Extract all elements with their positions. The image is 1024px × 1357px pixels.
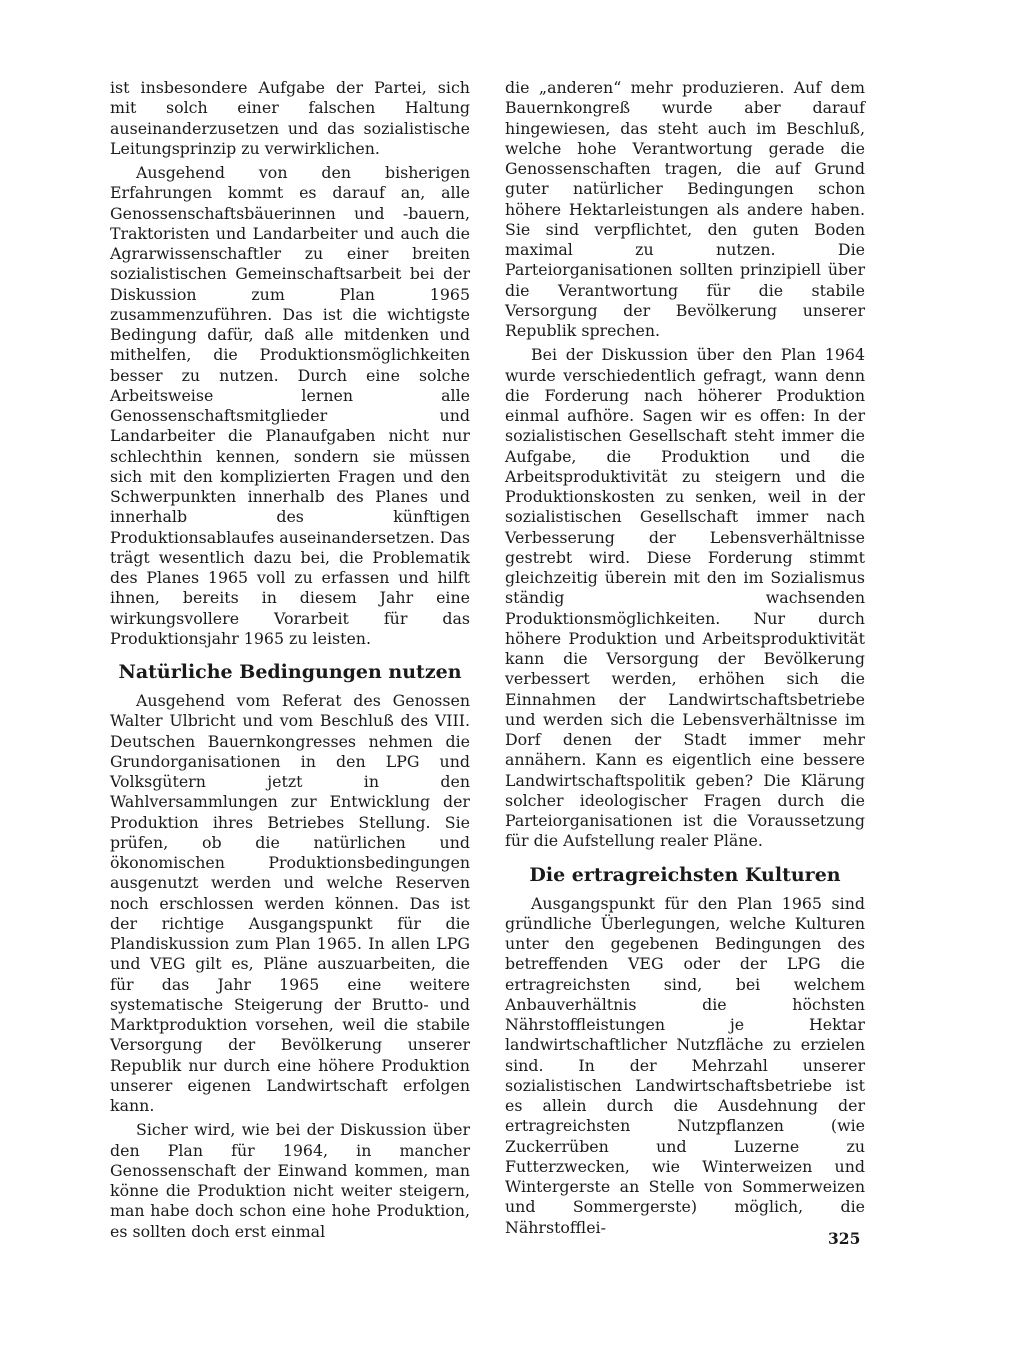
paragraph: Ausgehend vom Referat des Genossen Walter Ulbricht und vom Beschluß des VIII. Deutschen Bauernkongresses nehmen die Grundorganisationen in den LPG und Volksgütern jetzt in den Wahlversammlungen zur Entwicklung der Produktion ihres Betriebes Stellung. Sie prüfen, ob die natürlichen und ökonomischen Produktionsbedingungen ausgenutzt werden und welche Reserven noch erschlossen werden können. Das ist der richtige Ausgangspunkt für die Plandiskussion zum Plan 1965. In allen LPG und VEG gilt es, Pläne auszuarbeiten, die für das Jahr 1965 eine weitere systematische Steigerung der Brutto- und Marktproduktion vorsehen, weil die stabile Versorgung der Bevölkerung unserer Republik nur durch eine höhere Produktion unserer eigenen Landwirtschaft erfolgen kann.	[110, 691, 470, 1115]
section-heading: Die ertragreichsten Kulturen	[529, 863, 841, 886]
paragraph: die „anderen“ mehr produzieren. Auf dem Bauernkongreß wurde aber darauf hingewiesen, das steht auch im Beschluß, welche hohe Verantwortung gerade die Genossenschaften tragen, die auf Grund guter natürlicher Bedingungen schon höhere Hektarleistungen als andere haben. Sie sind verpflichtet, den guten Boden maximal zu nutzen. Die Parteiorganisationen sollten prinzipiell über die Verantwortung für die stabile Versorgung der Bevölkerung unserer Republik sprechen.	[505, 78, 865, 340]
paragraph: Ausgehend von den bisherigen Erfahrungen kommt es darauf an, alle Genossenschaftsbäuerinnen und -bauern, Traktoristen und Landarbeiter und auch die Agrarwissenschaftler zu einer breiten sozialistischen Gemeinschaftsarbeit bei der Diskussion zum Plan 1965 zusammenzuführen. Das ist die wichtigste Bedingung dafür, daß alle mitdenken und mithelfen, die Produktionsmöglichkeiten besser zu nutzen. Durch eine solche Arbeitsweise lernen alle Genossenschaftsmitglieder und Landarbeiter die Planaufgaben nicht nur schlechthin kennen, sondern sie müssen sich mit den komplizierten Fragen und den Schwerpunkten innerhalb des Planes und innerhalb des künftigen Produktionsablaufes auseinandersetzen. Das trägt wesentlich dazu bei, die Problematik des Planes 1965 voll zu erfassen und hilft ihnen, bereits in diesem Jahr eine wirkungsvollere Vorarbeit für das Produktionsjahr 1965 zu leisten.	[110, 163, 470, 648]
left-column	[110, 78, 470, 1246]
paragraph: Sicher wird, wie bei der Diskussion über den Plan für 1964, in mancher Genossenschaft der Einwand kommen, man könne die Produktion nicht weiter steigern, man habe doch schon eine hohe Produktion, es sollten doch erst einmal	[110, 1120, 470, 1241]
section-heading: Natürliche Bedingungen nutzen	[118, 661, 462, 683]
paragraph: Ausgangspunkt für den Plan 1965 sind gründliche Überlegungen, welche Kulturen unter den gegebenen Bedingungen des betreffenden VEG oder der LPG die ertragreichsten sind, bei welchem Anbauverhältnis die höchsten Nährstoffleistungen je Hektar landwirtschaftlicher Nutzfläche zu erzielen sind. In der Mehrzahl unserer sozialistischen Landwirtschaftsbetriebe ist es allein durch die Ausdehnung der ertragreichsten Nutzpflanzen (wie Zuckerrüben und Luzerne zu Futterzwecken, wie Winterweizen und Wintergerste an Stelle von Sommerweizen und Sommergerste) möglich, die Nährstofflei-	[505, 893, 865, 1237]
paragraph: ist insbesondere Aufgabe der Partei, sich mit solch einer falschen Haltung auseinanderzusetzen und das sozialistische Leitungsprinzip zu verwirklichen.	[110, 78, 470, 158]
page-number: 325	[828, 1229, 861, 1248]
paragraph: Bei der Diskussion über den Plan 1964 wurde verschiedentlich gefragt, wann denn die Forderung nach höherer Produktion einmal aufhöre. Sagen wir es offen: In der sozialistischen Gesellschaft steht immer die Aufgabe, die Produktion und die Arbeitsproduktivität zu steigern und die Produktionskosten zu senken, weil in der sozialistischen Gesellschaft immer nach Verbesserung der Lebensverhältnisse gestrebt wird. Diese Forderung stimmt gleichzeitig überein mit den im Sozialismus ständig wachsenden Produktionsmöglichkeiten. Nur durch höhere Produktion und Arbeitsproduktivität kann die Versorgung der Bevölkerung verbessert werden, erhöhen sich die Einnahmen der Landwirtschaftsbetriebe und werden sich die Lebensverhältnisse im Dorf denen der Stadt immer mehr annähern. Kann es eigentlich eine bessere Landwirtschaftspolitik geben? Die Klärung solcher ideologischer Fragen durch die Parteiorganisationen ist die Voraussetzung für die Aufstellung realer Pläne.	[505, 345, 865, 851]
right-column	[505, 78, 865, 1242]
